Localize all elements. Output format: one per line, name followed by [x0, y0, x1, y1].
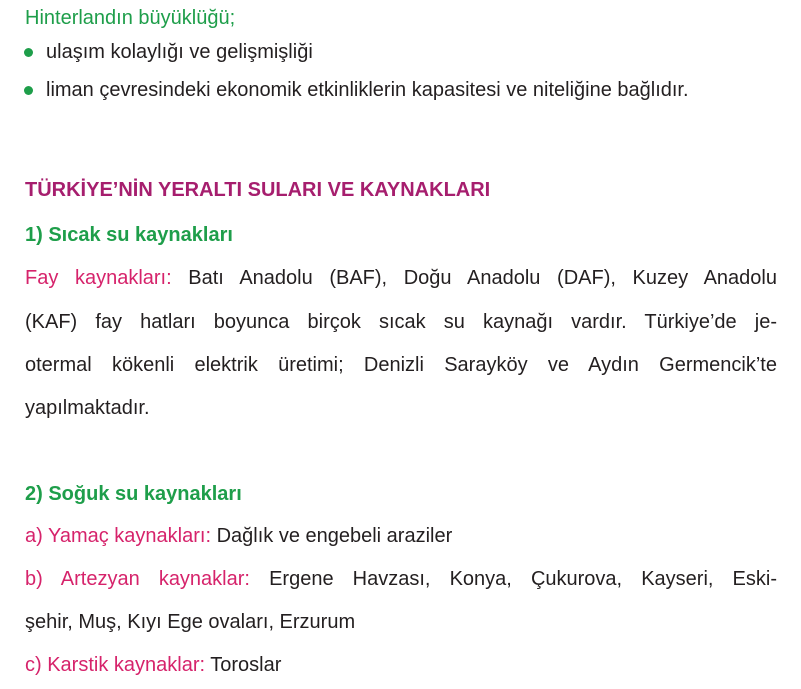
- hot-springs-line-1: [25, 266, 777, 290]
- karstik-label: c) Karstik kaynaklar:: [25, 654, 206, 676]
- cold-springs-item-b: [25, 567, 777, 591]
- hot-springs-heading: 1) Sıcak su kaynakları: [25, 224, 233, 246]
- bullet-dot: [24, 48, 33, 57]
- hot-springs-text-1: Batı Anadolu (BAF), Doğu Anadolu (DAF), Kuzey Anadolu: [171, 267, 777, 289]
- section-title: TÜRKİYE’NİN YERALTI SULARI VE KAYNAKLARI: [25, 179, 491, 201]
- hot-springs-line-3: otermal kökenli elektrik üretimi; Denizli Sarayköy ve Aydın Germencik’te: [25, 354, 777, 376]
- artezyan-text: Ergene Havzası, Konya, Çukurova, Kayseri, Eski-: [249, 568, 777, 590]
- karstik-text: Toroslar: [205, 654, 282, 676]
- cold-springs-item-b-continuation: şehir, Muş, Kıyı Ege ovaları, Erzurum: [25, 611, 356, 633]
- artezyan-label: b) Artezyan kaynaklar:: [25, 568, 250, 590]
- bullet-dot: [24, 86, 33, 95]
- hinterland-bullet-1: ulaşım kolaylığı ve gelişmişliği: [46, 41, 313, 63]
- hinterland-heading: Hinterlandın büyüklüğü;: [25, 7, 236, 29]
- yamac-text: Dağlık ve engebeli araziler: [211, 525, 453, 547]
- cold-springs-item-c: [25, 653, 281, 677]
- hinterland-bullet-2: liman çevresindeki ekonomik etkinliklerin kapasitesi ve niteliğine bağlıdır.: [46, 79, 689, 101]
- hot-springs-line-4: yapılmaktadır.: [25, 397, 150, 419]
- fay-kaynaklari-label: Fay kaynakları:: [25, 267, 172, 289]
- yamac-label: a) Yamaç kaynakları:: [25, 525, 212, 547]
- cold-springs-heading: 2) Soğuk su kaynakları: [25, 483, 242, 505]
- cold-springs-item-a: [25, 524, 452, 548]
- hot-springs-line-2: (KAF) fay hatları boyunca birçok sıcak su kaynağı vardır. Türkiye’de je-: [25, 311, 777, 333]
